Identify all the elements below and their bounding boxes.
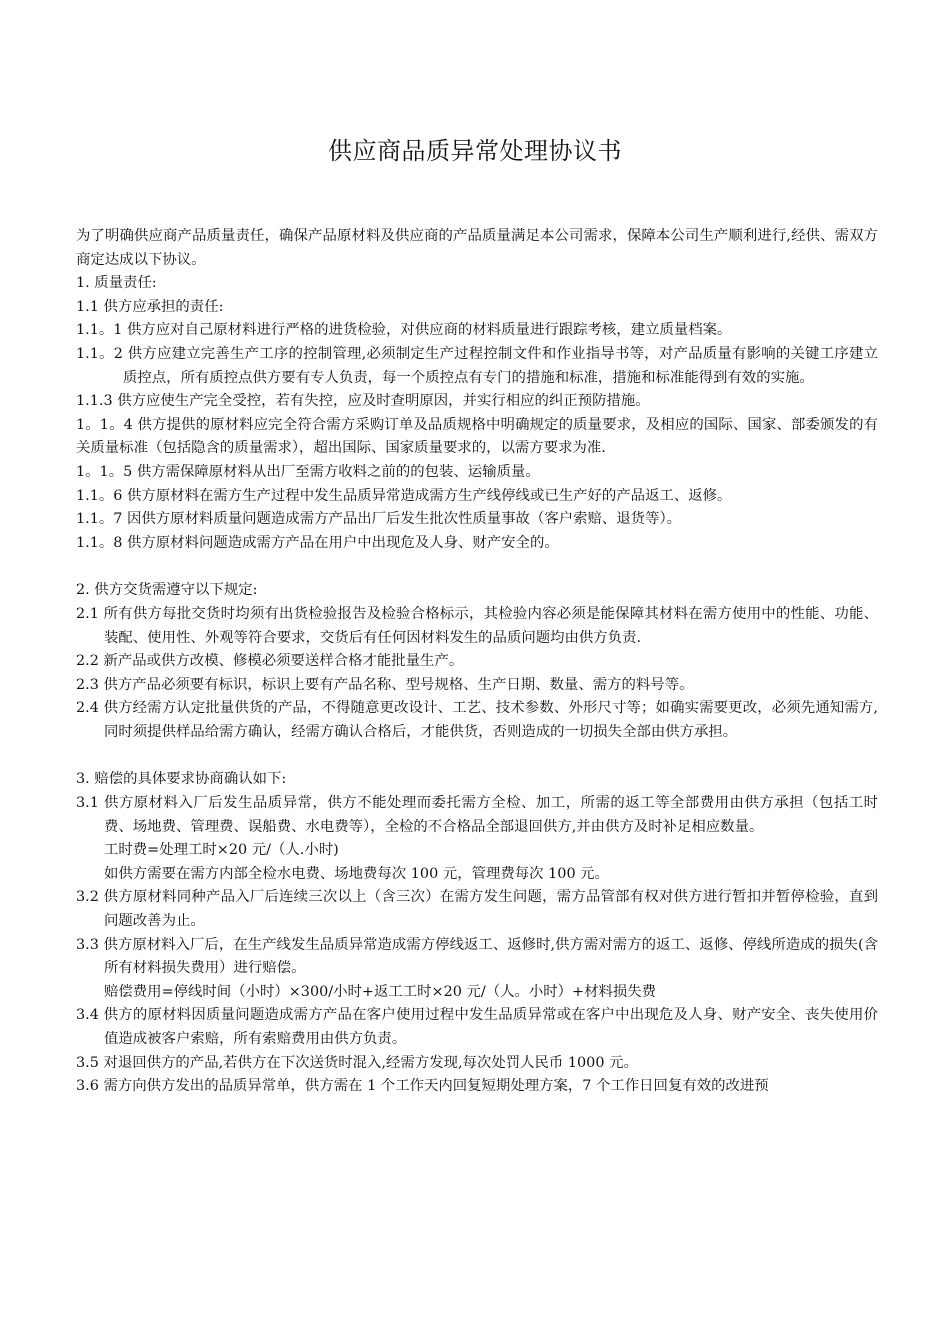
clause-3-3: 3.3 供方原材料入厂后，在生产线发生品质异常造成需方停线返工、返修时,供方需对需方的返工、返修、停线所造成的损失(含所有材料损失费用）进行赔偿。 — [76, 936, 878, 977]
clause-2-1: 2.1 所有供方每批交货时均须有出货检验报告及检验合格标示，其检验内容必须是能保障其材料在需方使用中的性能、功能、装配、使用性、外观等符合要求，交货后有任何因材料发生的品质问题均由供方负责. — [76, 605, 878, 646]
document-title: 供应商品质异常处理协议书 — [328, 137, 622, 165]
clause-3-4: 3.4 供方的原材料因质量问题造成需方产品在客户使用过程中发生品质异常或在客户中出现危及人身、财产安全、丧失使用价值造成被客户索赔，所有索赔费用由供方负责。 — [76, 1007, 878, 1047]
clause-1-1-1: 1.1。1 供方应对自己原材料进行严格的进货检验，对供应商的材料质量进行跟踪考核，建立质量档案。 — [76, 322, 732, 339]
clause-3-2: 3.2 供方原材料同种产品入厂后连续三次以上（含三次）在需方发生问题，需方品管部有权对供方进行暂扣并暂停检验，直到问题改善为止。 — [76, 889, 878, 930]
clause-3-1: 3.1 供方原材料入厂后发生品质异常，供方不能处理而委托需方全检、加工，所需的返工等全部费用由供方承担（包括工时费、场地费、管理费、误船费、水电费等），全检的不合格品全部退回供方,并由供方及时补足相应数量。 — [76, 795, 878, 835]
clause-2-3: 2.3 供方产品必须要有标识，标识上要有产品名称、型号规格、生产日期、数量、需方的料号等。 — [76, 676, 694, 693]
clause-1-1-7: 1.1。7 因供方原材料质量问题造成需方产品出厂后发生批次性质量事故（客户索赔、退货等）。 — [76, 511, 682, 528]
clause-3-3-formula: 赔偿费用=停线时间（小时）×300/小时+返工工时×20 元/（人。小时）+材料损失费 — [104, 983, 657, 1000]
section-gap — [76, 555, 878, 579]
clause-1-1-2: 1.1。2 供方应建立完善生产工序的控制管理,必须制定生产过程控制文件和作业指导书等，对产品质量有影响的关键工序建立质控点，所有质控点供方要有专人负责，每一个质控点有专门的措施和标准，措施和标准能得到有效的实施。 — [76, 345, 878, 386]
section-2-heading: 2. 供方交货需遵守以下规定: — [76, 582, 258, 599]
clause-2-4: 2.4 供方经需方认定批量供货的产品，不得随意更改设计、工艺、技术参数、外形尺寸等；如确实需要更改，必须先通知需方,同时须提供样品给需方确认，经需方确认合格后，才能供货，否则造成的一切损失全部由供方承担。 — [76, 700, 878, 740]
clause-3-6: 3.6 需方向供方发出的品质异常单，供方需在 1 个工作天内回复短期处理方案，7 个工作日回复有效的改进预 — [76, 1078, 769, 1095]
clause-1-1-4: 1。1。4 供方提供的原材料应完全符合需方采购订单及品质规格中明确规定的质量要求，及相应的国际、国家、部委颁发的有关质量标准（包括隐含的质量需求），超出国际、国家质量要求的，以需方要求为准. — [76, 416, 878, 457]
clause-3-5: 3.5 对退回供方的产品,若供方在下次送货时混入,经需方发现,每次处罚人民币 1000 元。 — [76, 1054, 638, 1071]
clause-1-1-3: 1.1.3 供方应使生产完全受控，若有失控，应及时查明原因，并实行相应的纠正预防措施。 — [76, 393, 650, 410]
intro-paragraph: 为了明确供应商产品质量责任，确保产品原材料及供应商的产品质量满足本公司需求，保障本公司生产顺利进行,经供、需双方商定达成以下协议。 — [76, 228, 878, 268]
section-1-1-heading: 1.1 供方应承担的责任: — [76, 298, 224, 315]
document-body — [76, 225, 878, 1099]
clause-3-1-formula: 工时费=处理工时×20 元/（人.小时) — [104, 842, 339, 859]
section-3-heading: 3. 赔偿的具体要求协商确认如下: — [76, 771, 287, 788]
clause-1-1-5: 1。1。5 供方需保障原材料从出厂至需方收料之前的的包装、运输质量。 — [76, 463, 540, 480]
section-1-heading: 1. 质量责任: — [76, 275, 157, 292]
clause-1-1-8: 1.1。8 供方原材料问题造成需方产品在用户中出现危及人身、财产安全的。 — [76, 534, 559, 551]
clause-3-1-note: 如供方需要在需方内部全检水电费、场地费每次 100 元，管理费每次 100 元。 — [104, 865, 609, 882]
clause-1-1-6: 1.1。6 供方原材料在需方生产过程中发生品质异常造成需方生产线停线或已生产好的产品返工、返修。 — [76, 487, 732, 504]
section-gap — [76, 744, 878, 768]
clause-2-2: 2.2 新产品或供方改模、修模必须要送样合格才能批量生产。 — [76, 653, 464, 670]
